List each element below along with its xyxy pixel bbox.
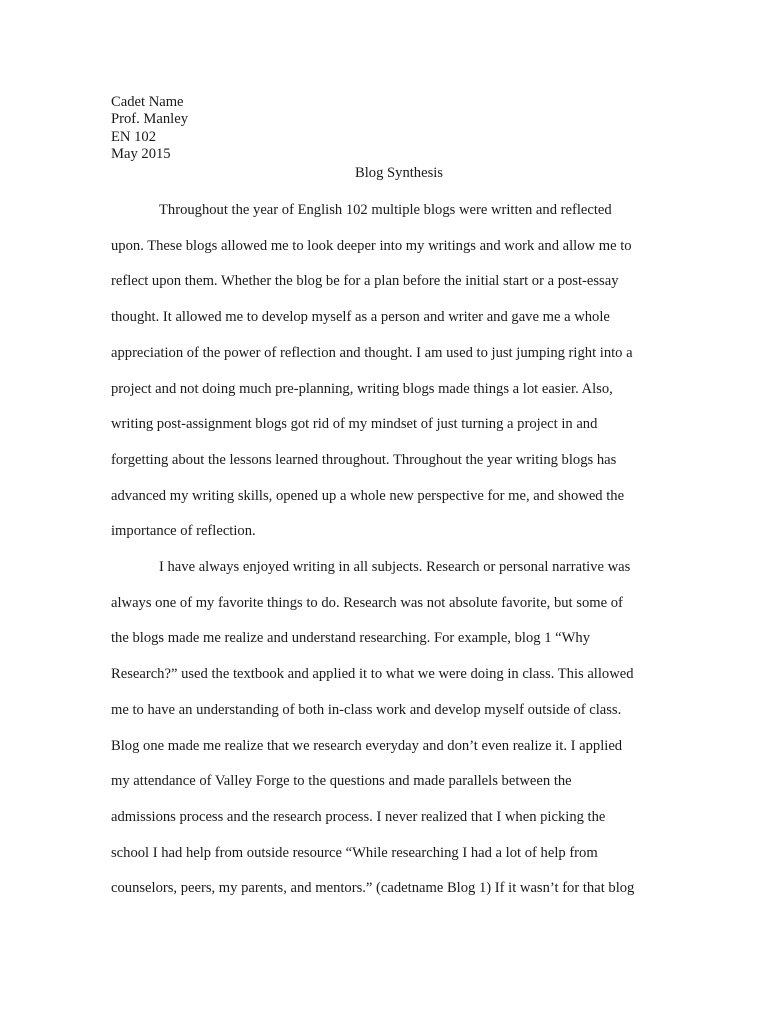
professor-name: Prof. Manley xyxy=(111,111,189,128)
paragraph-1-line-9: advanced my writing skills, opened up a whole new perspective for me, and showed the xyxy=(111,487,625,504)
paragraph-2-line-3: the blogs made me realize and understand researching. For example, blog 1 “Why xyxy=(111,630,590,647)
paragraph-1-line-3: reflect upon them. Whether the blog be for a plan before the initial start or a post-essay xyxy=(111,273,619,290)
paragraph-2-line-1: I have always enjoyed writing in all subjects. Research or personal narrative was xyxy=(159,559,631,575)
header-block xyxy=(111,94,188,163)
course-code: EN 102 xyxy=(111,128,156,145)
document-title: Blog Synthesis xyxy=(355,165,443,181)
student-name: Cadet Name xyxy=(111,94,184,110)
paragraph-1-line-1: Throughout the year of English 102 multiple blogs were written and reflected xyxy=(159,202,612,218)
paragraph-2-line-10: counselors, peers, my parents, and mentors.” (cadetname Blog 1) If it wasn’t for that blog xyxy=(111,880,635,897)
paragraph-2-line-8: admissions process and the research process. I never realized that I when picking the xyxy=(111,808,606,825)
paragraph-1-line-6: project and not doing much pre-planning, writing blogs made things a lot easier. Also, xyxy=(111,380,613,397)
paragraph-1-line-4: thought. It allowed me to develop myself as a person and writer and gave me a whole xyxy=(111,309,610,326)
paragraph-1-line-5: appreciation of the power of reflection and thought. I am used to just jumping right into a xyxy=(111,344,633,361)
paragraph-2-line-9: school I had help from outside resource “While researching I had a lot of help from xyxy=(111,844,598,861)
paragraph-2-line-5: me to have an understanding of both in-class work and develop myself outside of class. xyxy=(111,701,622,718)
paragraph-2-line-4: Research?” used the textbook and applied it to what we were doing in class. This allowed xyxy=(111,666,634,683)
paragraph-1-line-8: forgetting about the lessons learned throughout. Throughout the year writing blogs has xyxy=(111,451,617,468)
paragraph-2-line-2: always one of my favorite things to do. Research was not absolute favorite, but some of xyxy=(111,594,623,611)
paragraph-2-line-7: my attendance of Valley Forge to the questions and made parallels between the xyxy=(111,773,572,790)
date: May 2015 xyxy=(111,145,171,162)
paragraph-1-line-7: writing post-assignment blogs got rid of my mindset of just turning a project in and xyxy=(111,416,598,433)
paragraph-1-line-10: importance of reflection. xyxy=(111,523,256,540)
paragraph-2-line-6: Blog one made me realize that we research everyday and don’t even realize it. I applied xyxy=(111,737,623,754)
paragraph-1-line-2: upon. These blogs allowed me to look deeper into my writings and work and allow me to xyxy=(111,237,632,254)
